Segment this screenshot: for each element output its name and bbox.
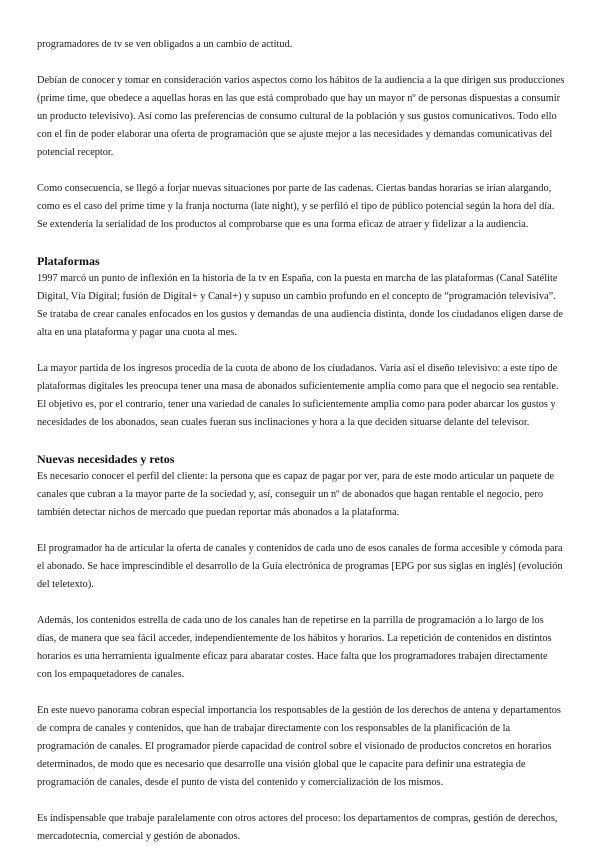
heading-plataformas: Plataformas [37,254,100,268]
paragraph-intro-2: Debían de conocer y tomar en consideración varios aspectos como los hábitos de la audiencia a la que dirigen sus producciones (prime time, que obedece a aquellas horas en las que está comprobado que hay un mayor nº de personas dispuestas a consumir un producto televisivo). Así como las preferencias de consumo cultural de la población y sus gustos comunicativos. Todo ello con el fin de poder elaborar una oferta de programación que se ajuste mejor a las necesidades y demandas comunicativas del potencial receptor. [37,75,565,158]
paragraph-plataformas-1: 1997 marcó un punto de inflexión en la historia de la tv en España, con la puesta en marcha de las plataformas (Canal Satélite Digital, Vía Digital; fusión de Digital+ y Canal+) y supuso un cambio profundo en el concepto de “programación televisiva”. Se trataba de crear canales enfocados en los gustos y demandas de una audiencia distinta, donde los ciudadanos eligen darse de alta en una plataforma y pagar una cuota al mes. [37,273,563,338]
paragraph-retos-2: El programador ha de articular la oferta de canales y contenidos de cada uno de esos canales de forma accesible y cómoda para el abonado. Se hace imprescindible el desarrollo de la Guía electrónica de programas [EPG por sus siglas en inglés] (evolución del teletexto). [37,543,563,590]
paragraph-intro-1: programadores de tv se ven obligados a un cambio de actitud. [37,39,293,50]
paragraph-retos-1: Es necesario conocer el perfil del cliente: la persona que es capaz de pagar por ver, para de este modo articular un paquete de canales que cubran a la mayor parte de la sociedad y, así, conseguir un nº de abonados que hagan rentable el negocio, pero también detectar nichos de mercado que puedan reportar más abonados a la plataforma. [37,471,555,518]
paragraph-retos-3: Además, los contenidos estrella de cada uno de los canales han de repetirse en la parrilla de programación a lo largo de los días, de manera que sea fácil acceder, independientemente de los hábitos y horarios. La repetición de contenidos en distintos horarios es una herramienta igualmente eficaz para abaratar costes. Hace falta que los programadores trabajen directamente con los empaquetadores de canales. [37,615,552,680]
paragraph-retos-5: Es indispensable que trabaje paralelamente con otros actores del proceso: los departamentos de compras, gestión de derechos, mercadotecnia, comercial y gestión de abonados. [37,813,558,842]
paragraph-plataformas-2: La mayor partida de los ingresos procedía de la cuota de abono de los ciudadanos. Varía así el diseño televisivo: a este tipo de plataformas digitales les preocupa tener una masa de abonados suficientemente amplia como para que el negocio sea rentable. El objetivo es, por el contrario, tener una variedad de canales lo suficientemente amplia como para poder abarcar los gustos y necesidades de los abonados, sean cuales fueran sus inclinaciones y hora a la que deciden situarse delante del televisor. [37,363,559,428]
paragraph-intro-3: Como consecuencia, se llegó a forjar nuevas situaciones por parte de las cadenas. Ciertas bandas horarias se irían alargando, como es el caso del prime time y la franja nocturna (late night), y se perfiló el tipo de público potencial según la hora del día. Se extendería la serialidad de los productos al comprobarse que es una forma eficaz de atraer y fidelizar a la audiencia. [37,183,555,230]
document-page [37,36,565,864]
heading-retos: Nuevas necesidades y retos [37,452,175,466]
paragraph-retos-4: En este nuevo panorama cobran especial importancia los responsables de la gestión de los derechos de antena y departamentos de compra de canales y contenidos, que han de trabajar directamente con los responsables de la planificación de la programación de canales. El programador pierde capacidad de control sobre el visionado de productos concretos en horarios determinados, de modo que es necesario que desarrolle una visión global que le capacite para definir una estrategia de programación de canales, desde el punto de vista del contenido y comercialización de los mismos. [37,705,561,788]
